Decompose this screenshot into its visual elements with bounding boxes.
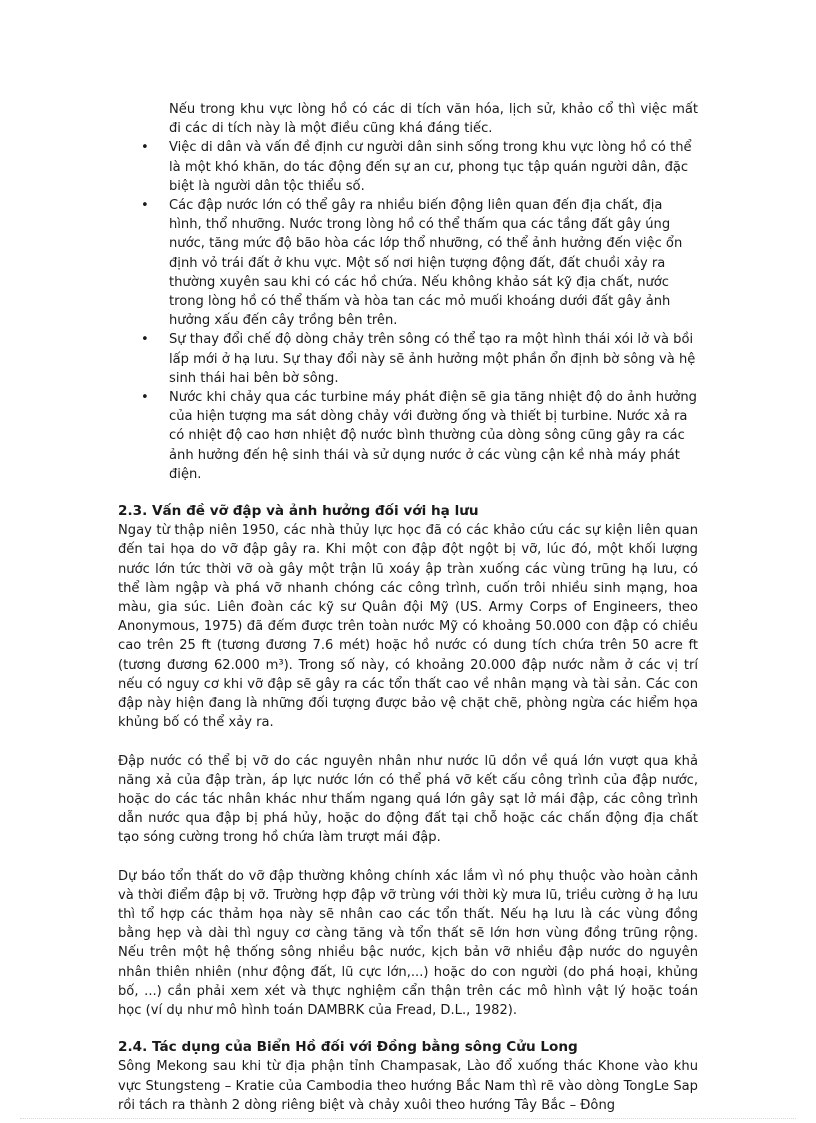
intro-continuation: Nếu trong khu vực lòng hồ có các di tích văn hóa, lịch sử, khảo cổ thì việc mất đi các di tích này là một điều cũng khá đáng tiếc. xyxy=(169,102,698,137)
section-2-4-heading: 2.4. Tác dụng của Biển Hồ đối với Đồng bằng sông Cửu Long xyxy=(118,1039,578,1056)
page-bottom-divider xyxy=(20,1118,796,1119)
bullet-item-flow-regime: • Sự thay đổi chế độ dòng chảy trên sông có thể tạo ra một hình thái xói lở và bồi lấp mới ở hạ lưu. Sự thay đổi này sẽ ảnh hưởng một phần ổn định bờ sông và hệ sinh thái hai bên bờ sông. xyxy=(118,330,698,388)
section-2-4-paragraph-1: Sông Mekong sau khi từ địa phận tỉnh Champasak, Lào đổ xuống thác Khone vào khu vực Stungsteng – Kratie của Cambodia theo hướng Bắc Nam thì rẽ vào dòng TongLe Sap rồi tách ra thành 2 dòng riêng biệt và chảy xuôi theo hướng Tây Bắc – Đông xyxy=(118,1059,698,1113)
section-2-3-paragraph-1: Ngay từ thập niên 1950, các nhà thủy lực học đã có các khảo cứu các sự kiện liên quan đến tai họa do vỡ đập gây ra. Khi một con đập đột ngột bị vỡ, lúc đó, một khối lượng nước lớn tức thời vỡ oà gây một trận lũ xoáy ập tràn xuống các vùng trũng hạ lưu, có thể làm ngập và phá vỡ nhanh chóng các công trình, cuốn trôi nhiều sinh mạng, hoa màu, gia súc. Liên đoàn các kỹ sư Quân đội Mỹ (US. Army Corps of Engineers, theo Anonymous, 1975) đã đếm được trên toàn nước Mỹ có khoảng 50.000 con đập có chiều cao trên 25 ft (tương đương 7.6 mét) hoặc hồ nước có dung tích chứa trên 50 acre ft (tương đương 62.000 m³). Trong số này, có khoảng 20.000 đập nước nằm ở các vị trí nếu có nguy cơ khi vỡ đập sẽ gây ra các tổn thất cao về nhân mạng và tài sản. Các con đập này hiện đang là những đối tượng được bảo vệ chặt chẽ, phòng ngừa các hiểm họa khủng bố có thể xảy ra. xyxy=(118,523,698,731)
bullet-item-geology: • Các đập nước lớn có thể gây ra nhiều biến động liên quan đến địa chất, địa hình, thổ nhưỡng. Nước trong lòng hồ có thể thấm qua các tầng đất gây úng nước, tăng mức độ bão hòa các lớp thổ nhưỡng, có thể ảnh hưởng đến việc ổn định vỏ trái đất ở khu vực. Một số nơi hiện tượng động đất, đất chuồi xảy ra thường xuyên sau khi có các hồ chứa. Nếu không khảo sát kỹ địa chất, nước trong lòng hồ có thể thấm và hòa tan các mỏ muối khoáng dưới đất gây ảnh hưởng xấu đến cây trồng bên trên. xyxy=(118,196,698,330)
impact-bullet-list xyxy=(118,138,698,484)
document-page xyxy=(118,100,698,1115)
bullet-item-temperature: • Nước khi chảy qua các turbine máy phát điện sẽ gia tăng nhiệt độ do ảnh hưởng của hiện tượng ma sát dòng chảy với đường ống và thiết bị turbine. Nước xả ra có nhiệt độ cao hơn nhiệt độ nước bình thường của dòng sông cũng gây ra các ảnh hưởng đến hệ sinh thái và sử dụng nước ở các vùng cận kề nhà máy phát điện. xyxy=(118,388,698,484)
section-2-3-heading: 2.3. Vấn đề vỡ đập và ảnh hưởng đối với hạ lưu xyxy=(118,503,479,520)
section-2-3-paragraph-2: Đập nước có thể bị vỡ do các nguyên nhân như nước lũ dồn về quá lớn vượt qua khả năng xả của đập tràn, áp lực nước lớn có thể phá vỡ kết cấu công trình của đập nước, hoặc do các tác nhân khác như thấm ngang quá lớn gây sạt lở mái đập, các công trình dẫn nước qua đập bị phá hủy, hoặc do động đất tại chỗ hoặc các chấn động địa chất tạo sóng cường trong hồ chứa làm trượt mái đập. xyxy=(118,753,698,846)
bullet-item-resettlement: • Việc di dân và vấn đề định cư người dân sinh sống trong khu vực lòng hồ có thể là một khó khăn, do tác động đến sự an cư, phong tục tập quán người dân, đặc biệt là người dân tộc thiểu số. xyxy=(118,138,698,196)
section-2-3-paragraph-3: Dự báo tổn thất do vỡ đập thường không chính xác lắm vì nó phụ thuộc vào hoàn cảnh và thời điểm đập bị vỡ. Trường hợp đập vỡ trùng với thời kỳ mưa lũ, triều cường ở hạ lưu thì tổ hợp các thảm họa này sẽ nhân cao các tổn thất. Nếu hạ lưu là các vùng đồng bằng hẹp và dài thì nguy cơ càng tăng và tổn thất sẽ lớn hơn vùng đồng trũng rộng. Nếu trên một hệ thống sông nhiều bậc nước, kịch bản vỡ nhiều đập nước do nguyên nhân thiên nhiên (như động đất, lũ cực lớn,...) hoặc do con người (do phá hoại, khủng bố, ...) cần phải xem xét và thực nghiệm cẩn thận trên các mô hình vật lý hoặc toán học (ví dụ như mô hình toán DAMBRK của Fread, D.L., 1982). xyxy=(118,868,698,1018)
